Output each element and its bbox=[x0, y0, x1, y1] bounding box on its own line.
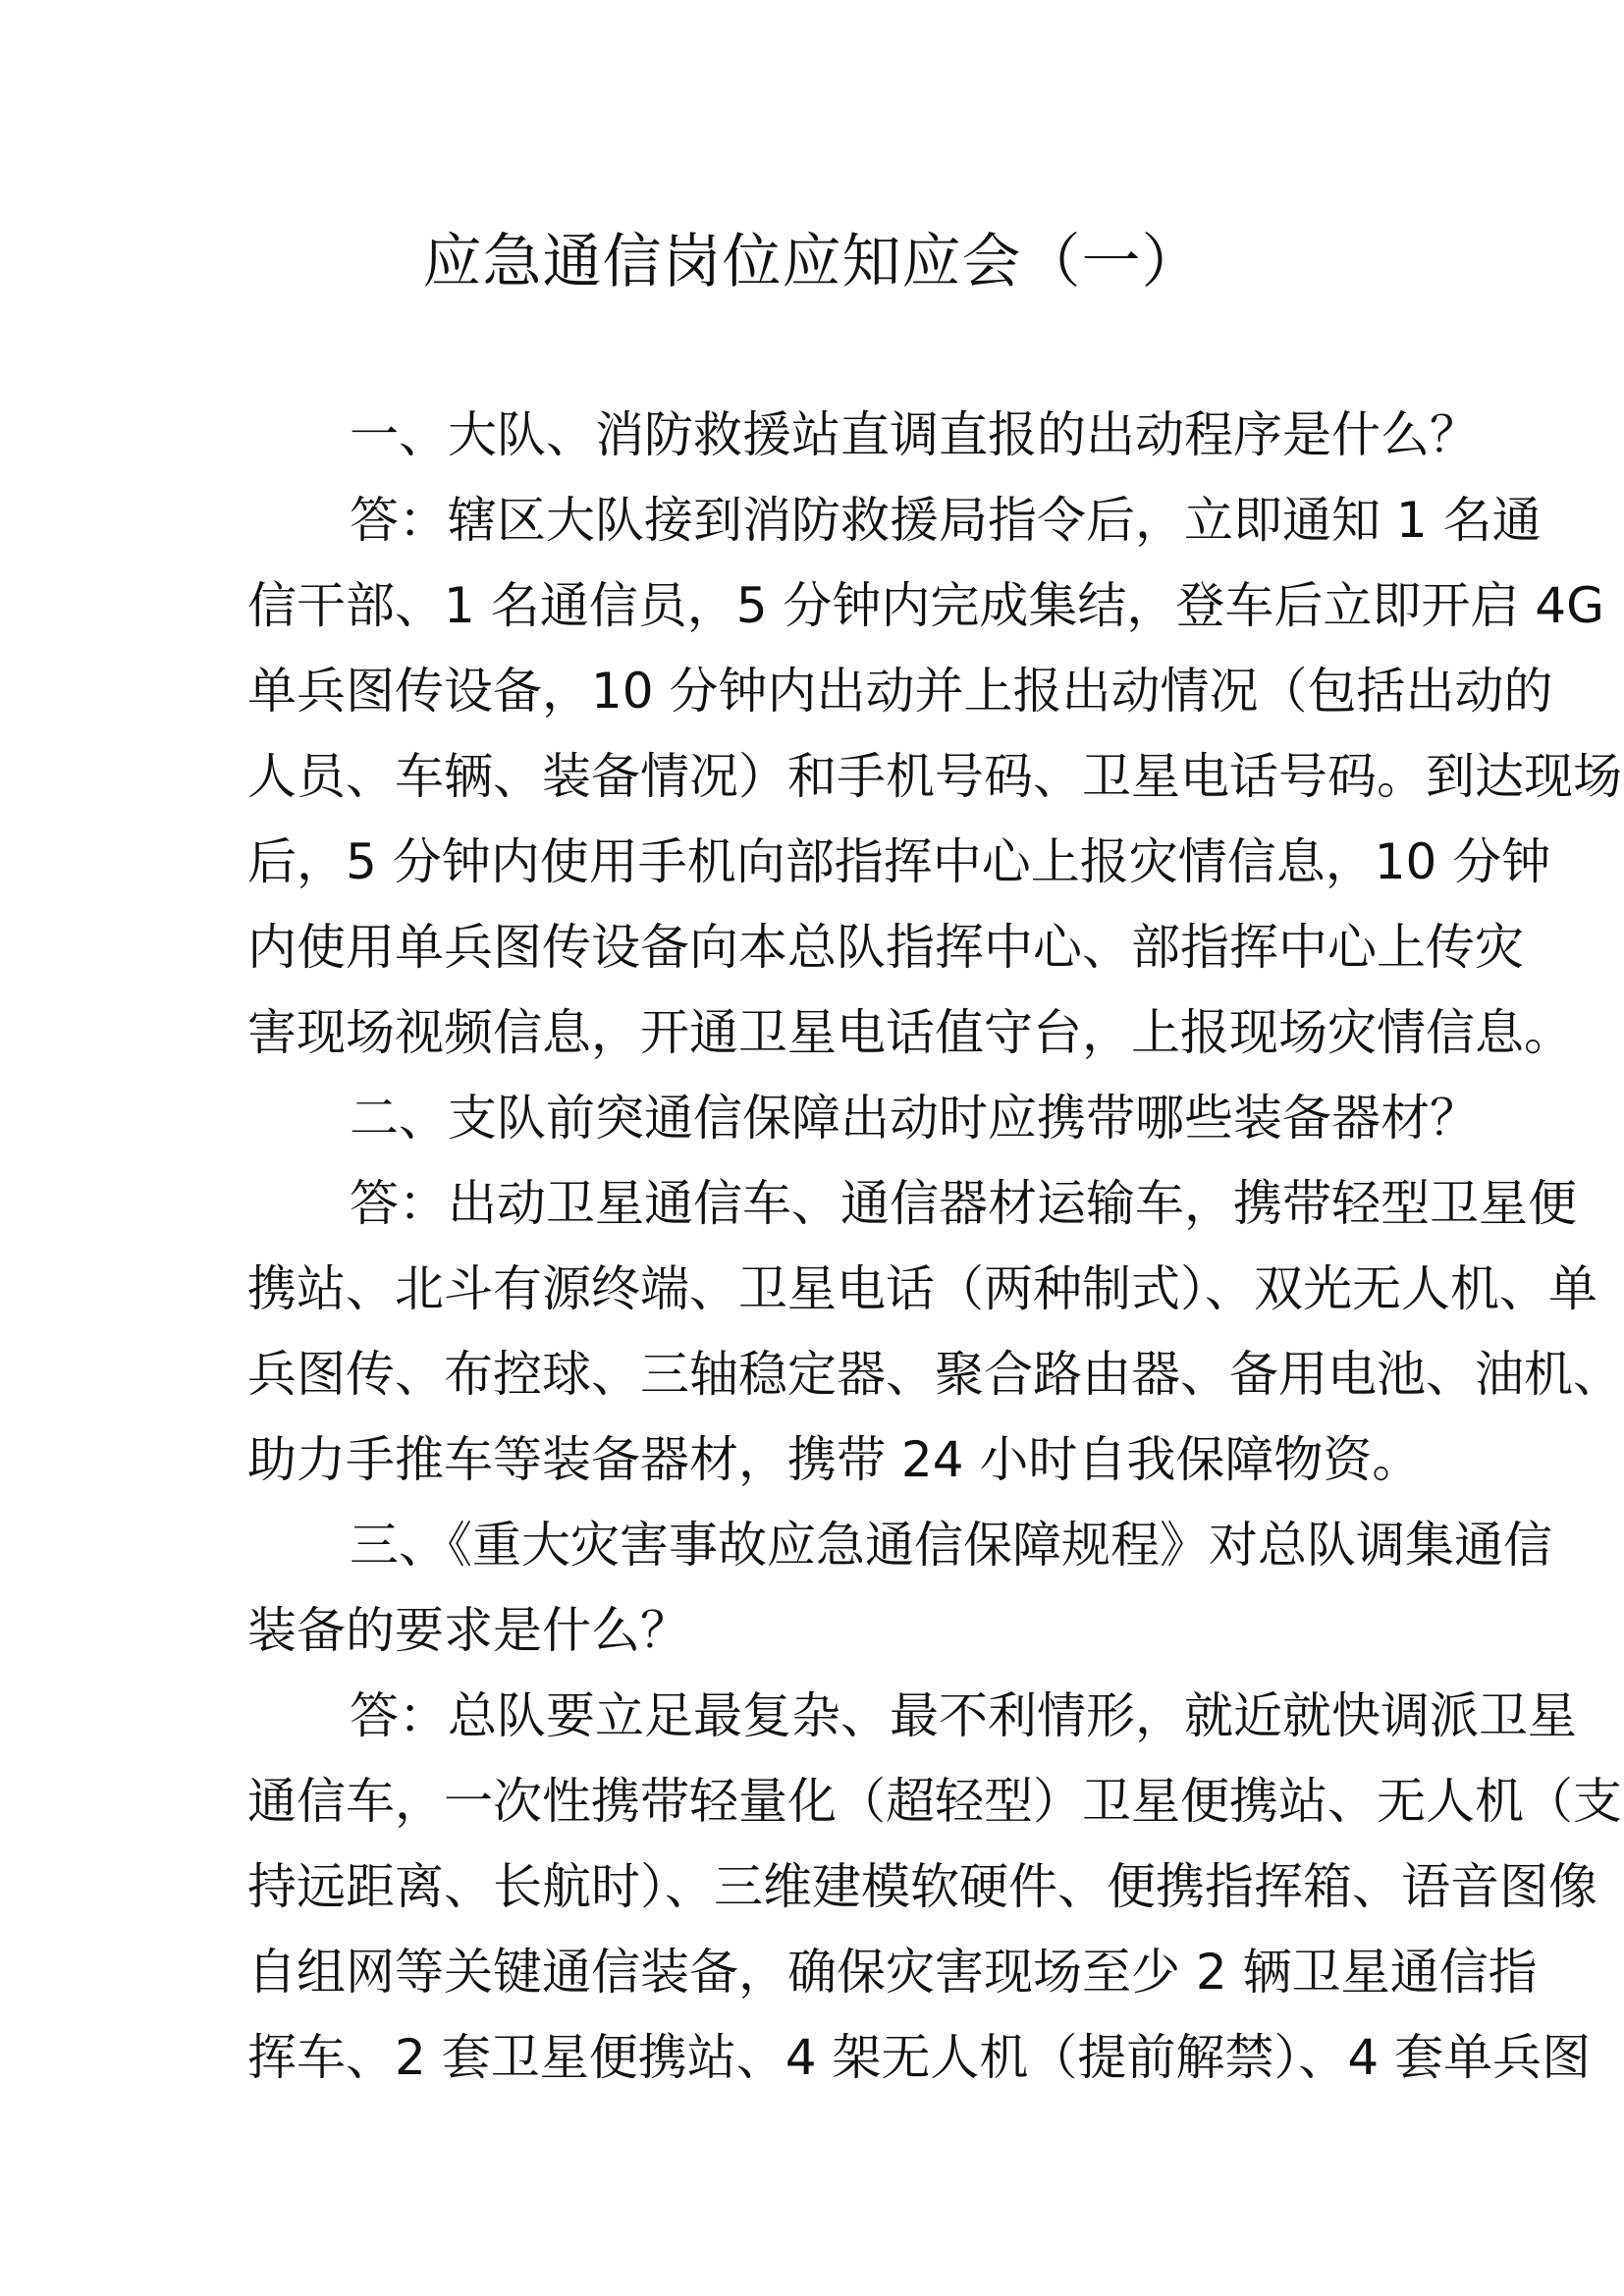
document-title: 应急通信岗位应知应会（一） bbox=[422, 228, 1202, 296]
text-line: 单兵图传设备，10 分钟内出动并上报出动情况（包括出动的 bbox=[247, 663, 1553, 720]
text-line: 自组网等关键通信装备，确保灾害现场至少 2 辆卫星通信指 bbox=[247, 1944, 1538, 2001]
text-line: 挥车、2 套卫星便携站、4 架无人机（提前解禁）、4 套单兵图 bbox=[247, 2029, 1592, 2086]
text-line: 二、支队前突通信保障出动时应携带哪些装备器材？ bbox=[350, 1090, 1479, 1147]
text-line: 后，5 分钟内使用手机向部指挥中心上报灾情信息，10 分钟 bbox=[247, 833, 1551, 890]
text-line: 答：出动卫星通信车、通信器材运输车，携带轻型卫星便 bbox=[350, 1175, 1577, 1232]
text-line: 携站、北斗有源终端、卫星电话（两种制式）、双光无人机、单 bbox=[247, 1260, 1597, 1317]
text-line: 通信车，一次性携带轻量化（超轻型）卫星便携站、无人机（支 bbox=[247, 1773, 1622, 1830]
text-line: 害现场视频信息，开通卫星电话值守台，上报现场灾情信息。 bbox=[247, 1004, 1573, 1061]
paragraph bbox=[247, 1503, 1552, 1674]
text-line: 内使用单兵图传设备向本总队指挥中心、部指挥中心上传灾 bbox=[247, 919, 1524, 976]
text-line: 助力手推车等装备器材，携带 24 小时自我保障物资。 bbox=[247, 1431, 1422, 1488]
text-line: 人员、车辆、装备情况）和手机号码、卫星电话号码。到达现场 bbox=[247, 748, 1622, 805]
text-line: 一、大队、消防救援站直调直报的出动程序是什么？ bbox=[350, 406, 1479, 463]
paragraph bbox=[247, 393, 1479, 478]
paragraph bbox=[247, 478, 1622, 1076]
text-line: 答：总队要立足最复杂、最不利情形，就近就快调派卫星 bbox=[350, 1687, 1577, 1744]
text-line: 答：辖区大队接到消防救援局指令后，立即通知 1 名通 bbox=[350, 492, 1542, 549]
text-line: 兵图传、布控球、三轴稳定器、聚合路由器、备用电池、油机、 bbox=[247, 1346, 1622, 1403]
text-line: 三、《重大灾害事故应急通信保障规程》对总队调集通信 bbox=[350, 1517, 1552, 1574]
text-line: 装备的要求是什么？ bbox=[247, 1602, 689, 1659]
paragraph bbox=[247, 1674, 1622, 2101]
document-body bbox=[247, 393, 1622, 2101]
text-line: 持远距离、长航时）、三维建模软硬件、便携指挥箱、语音图像 bbox=[247, 1858, 1597, 1915]
text-line: 信干部、1 名通信员，5 分钟内完成集结，登车后立即开启 4G bbox=[247, 577, 1604, 634]
paragraph bbox=[247, 1161, 1622, 1503]
paragraph bbox=[247, 1076, 1479, 1161]
